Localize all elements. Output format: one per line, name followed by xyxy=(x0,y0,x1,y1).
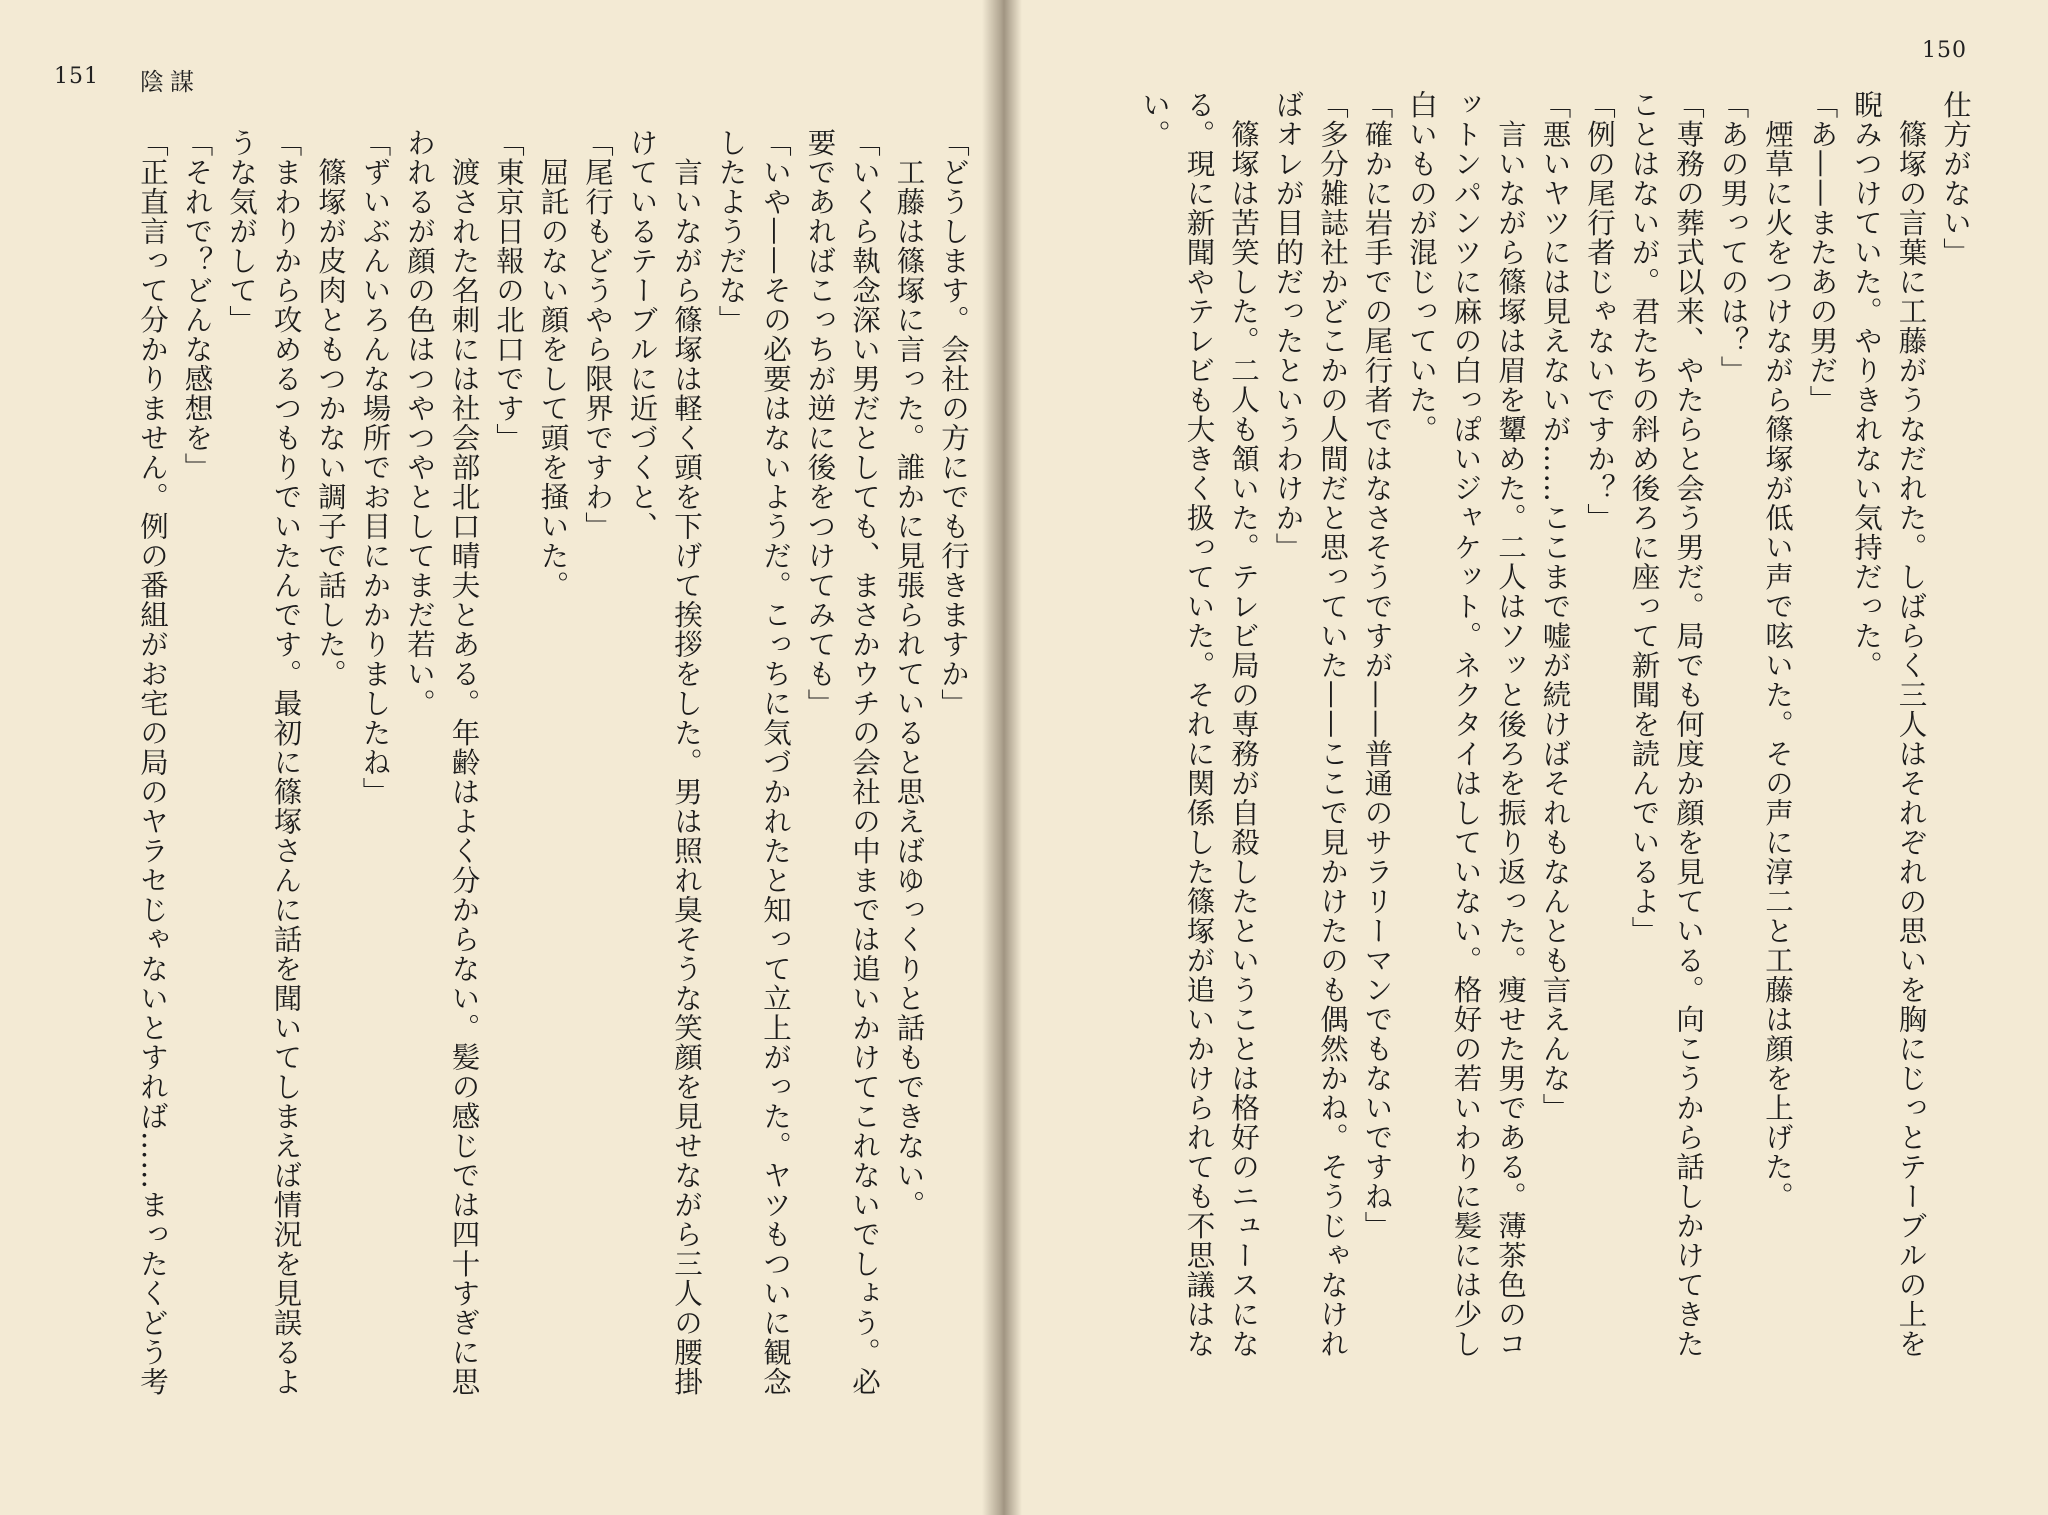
text-line: 篠塚の言葉に工藤がうなだれた。しばらく三人はそれぞれの思いを胸にじっとテーブルの上を xyxy=(1894,90,1928,1359)
text-line: る。現に新聞やテレビも大きく扱っていた。それに関係した篠塚が追いかけられても不思議はな xyxy=(1182,90,1216,1359)
page-number-right: 150 xyxy=(1922,38,1967,63)
running-head: 陰謀 xyxy=(140,68,200,96)
text-line: けているテーブルに近づくと、 xyxy=(625,128,659,541)
text-line: い。 xyxy=(1138,90,1171,149)
text-line: 煙草に火をつけながら篠塚が低い声で呟いた。その声に淳二と工藤は顔を上げた。 xyxy=(1761,90,1794,1211)
text-line: 要であればこっちが逆に後をつけてみても」 xyxy=(803,128,837,718)
right-page xyxy=(1002,0,2048,1515)
text-line: 「尾行もどうやら限界ですわ」 xyxy=(581,128,614,541)
text-line: 「多分雑誌社かどこかの人間だと思っていた——ここで見かけたのも偶然かね。そうじゃなけれ xyxy=(1316,90,1349,1359)
left-page xyxy=(0,0,1002,1515)
text-line: 仕方がない」 xyxy=(1939,90,1972,267)
text-line: 「いや——その必要はないようだ。こっちに気づかれたと知って立上がった。ヤツもついに観念 xyxy=(759,128,792,1397)
text-line: 「専務の葬式以来、やたらと会う男だ。局でも何度か顔を見ている。向こうから話しかけてきた xyxy=(1672,90,1705,1359)
text-line: 「悪いヤツには見えないが……ここまで嘘が続けばそれもなんとも言えんな」 xyxy=(1538,90,1572,1123)
text-line: 言いながら篠塚は眉を顰めた。二人はソッと後ろを振り返った。痩せた男である。薄茶色のコ xyxy=(1494,90,1527,1359)
text-line: 言いながら篠塚は軽く頭を下げて挨拶をした。男は照れ臭そうな笑顔を見せながら三人の腰掛 xyxy=(670,128,703,1397)
page-number-left: 151 xyxy=(54,64,99,89)
text-line: 「例の尾行者じゃないですか？」 xyxy=(1583,90,1616,533)
right-page-text xyxy=(1062,90,1977,1450)
text-line: 白いものが混じっていた。 xyxy=(1405,90,1438,444)
text-line: 「どうします。会社の方にでも行きますか」 xyxy=(937,128,970,718)
text-line: ばオレが目的だったというわけか」 xyxy=(1271,90,1305,562)
text-line: 屈託のない顔をして頭を掻いた。 xyxy=(536,128,570,600)
text-line: 「あ——またあの男だ」 xyxy=(1805,90,1839,415)
text-line: 篠塚は苦笑した。二人も頷いた。テレビ局の専務が自殺したということは格好のニュースにな xyxy=(1227,90,1260,1359)
text-line: 渡された名刺には社会部北口晴夫とある。年齢はよく分からない。髪の感じでは四十すぎに思 xyxy=(447,128,481,1397)
text-line: 「あの男ってのは？」 xyxy=(1716,90,1750,385)
text-line: 睨みつけていた。やりきれない気持だった。 xyxy=(1850,90,1883,680)
text-line: 「確かに岩手での尾行者ではなさそうですが——普通のサラリーマンでもないですね」 xyxy=(1360,90,1394,1241)
text-line: 「まわりから攻めるつもりでいたんです。最初に篠塚さんに話を聞いてしまえば情況を見誤るよ xyxy=(269,128,303,1397)
text-line: したようだな」 xyxy=(714,128,748,335)
text-line: ットンパンツに麻の白っぽいジャケット。ネクタイはしていない。格好の若いわりに髪には少し xyxy=(1449,90,1483,1359)
text-line: 篠塚が皮肉ともつかない調子で話した。 xyxy=(314,128,347,689)
text-line: 「ずいぶんいろんな場所でお目にかかりましたね」 xyxy=(358,128,392,807)
text-line: 「東京日報の北口です」 xyxy=(492,128,525,453)
text-line: 「それで？どんな感想を」 xyxy=(180,128,214,482)
text-line: 「いくら執念深い男だとしても、まさかウチの会社の中までは追いかけてこれないでしょう。必 xyxy=(848,128,881,1397)
text-line: 工藤は篠塚に言った。誰かに見張られていると思えばゆっくりと話もできない。 xyxy=(892,128,926,1220)
text-line: われるが顔の色はつやつやとしてまだ若い。 xyxy=(403,128,436,718)
text-line: 「正直言って分かりません。例の番組がお宅の局のヤラセじゃないとすれば……まったくどう考 xyxy=(136,128,169,1397)
text-line: ことはないが。君たちの斜め後ろに座って新聞を読んでいるよ」 xyxy=(1627,90,1661,946)
left-page-text xyxy=(40,128,975,1448)
text-line: うな気がして」 xyxy=(225,128,258,335)
